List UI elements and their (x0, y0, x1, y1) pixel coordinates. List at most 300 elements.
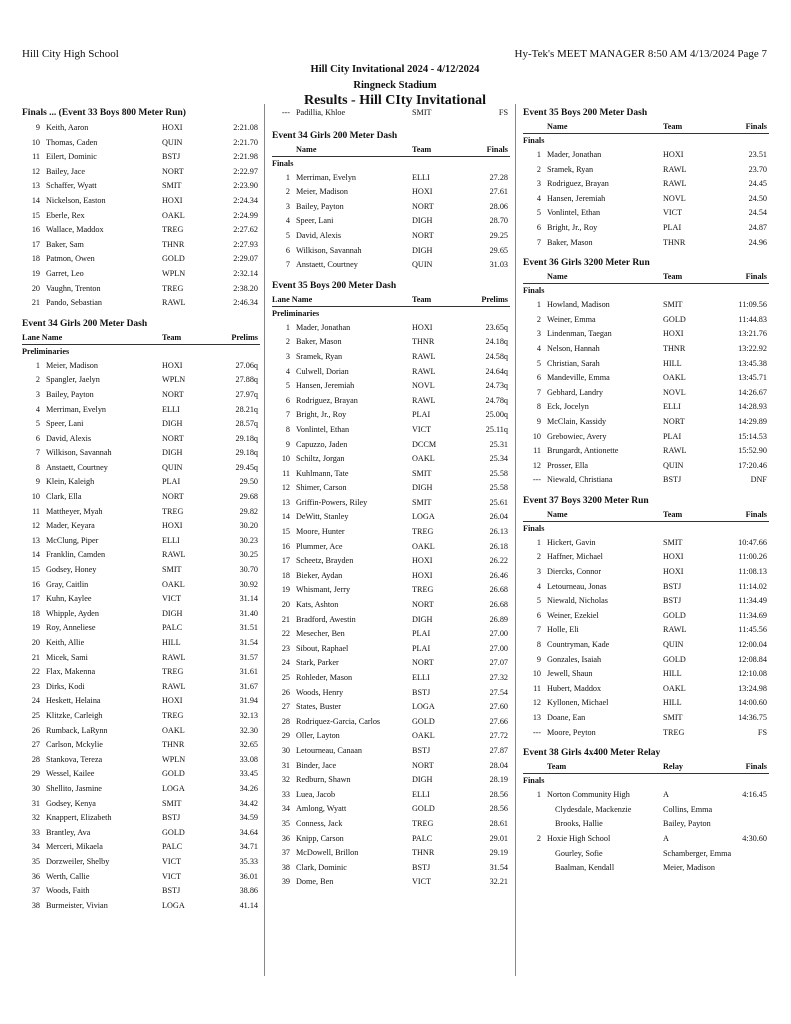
mark: 10:47.66 (738, 537, 767, 547)
athlete-name: Mader, Keyara (46, 521, 95, 531)
team-code: HOXI (162, 521, 183, 531)
finals-header: Finals (745, 272, 767, 282)
mark: 25.58 (489, 483, 508, 493)
result-row (523, 565, 769, 580)
result-row (22, 826, 260, 841)
team-code: GOLD (162, 827, 185, 837)
place: 13 (532, 713, 541, 722)
mark: 11:34.49 (738, 596, 767, 606)
mark: 2:27.93 (233, 239, 258, 249)
athlete-name: Anstaett, Courtney (296, 260, 358, 270)
place: 17 (31, 594, 40, 604)
team-code: LOGA (412, 512, 435, 522)
mark: 26.68 (489, 600, 508, 610)
mark: 13:21.76 (738, 329, 767, 339)
place: 16 (281, 541, 290, 551)
athlete-name: Vaughn, Trenton (46, 283, 101, 293)
mark: 12:08.84 (738, 654, 767, 664)
place: 19 (31, 268, 40, 278)
team-code: HOXI (162, 696, 183, 706)
place: 17 (281, 556, 290, 566)
athlete-name: Hubert, Maddox (547, 683, 602, 693)
athlete-name: Heskett, Helaina (46, 696, 101, 706)
athlete-name: Scheetz, Brayden (296, 556, 354, 566)
result-row (272, 214, 510, 229)
athlete-name: Stankova, Tereza (46, 754, 103, 764)
athlete-name: Carlson, Mckylie (46, 740, 103, 750)
name-header: Name (547, 122, 568, 131)
mark: 26.18 (489, 541, 508, 551)
result-row (523, 667, 769, 682)
place: 1 (285, 172, 290, 182)
team-code: SMIT (663, 713, 683, 722)
athlete-name: Mattheyer, Myah (46, 506, 103, 516)
team-code: TREG (162, 283, 184, 293)
place: 21 (31, 652, 40, 662)
place: 12 (532, 698, 541, 708)
place: 26 (281, 687, 290, 697)
team-code: RAWL (412, 351, 436, 361)
team-code: HOXI (663, 567, 684, 577)
team-code: QUIN (162, 137, 183, 147)
place: 2 (35, 375, 40, 385)
mark: 24.96 (748, 237, 767, 247)
place: 32 (281, 775, 290, 785)
result-row (272, 817, 510, 832)
mark: 11:09.56 (738, 300, 767, 310)
athlete-name: Klitzke, Carleigh (46, 710, 103, 720)
mark: 33.45 (239, 769, 258, 779)
event-title: Event 37 Boys 3200 Meter Run (523, 495, 649, 506)
place: 6 (536, 373, 541, 383)
mark: 24.64q (485, 366, 508, 376)
team-code: OAKL (663, 683, 686, 693)
athlete-name: Mader, Jonathan (547, 150, 602, 159)
place: 15 (31, 210, 40, 220)
mark: 13:24.98 (738, 683, 767, 693)
result-row (523, 609, 769, 624)
result-row (272, 744, 510, 759)
place: 11 (282, 468, 290, 478)
mark: FS (498, 108, 508, 117)
mark: 27.00 (489, 629, 508, 639)
athlete-name: Haffner, Michael (547, 552, 603, 562)
mark: 28.61 (489, 818, 508, 828)
athlete-name: Clark, Ella (46, 492, 82, 502)
athlete-name: Oller, Layton (296, 731, 340, 741)
athlete-name: Rodriguez, Brayan (547, 179, 609, 189)
team-code: NORT (663, 416, 685, 426)
athlete-name: Burmeister, Vivian (46, 900, 108, 910)
athlete-name: Kuhlmann, Tate (296, 468, 349, 478)
place: 8 (536, 640, 541, 650)
result-row (272, 554, 510, 569)
place: 30 (31, 783, 40, 793)
result-row (272, 496, 510, 511)
result-row (22, 150, 260, 165)
athlete-name: Meier, Madison (296, 187, 348, 197)
result-row (22, 797, 260, 812)
place: 29 (281, 731, 290, 741)
athlete-name: Speer, Lani (46, 419, 84, 429)
athlete-name: Whipple, Ayden (46, 608, 99, 618)
place: 7 (536, 625, 541, 635)
result-row (523, 177, 769, 192)
results-list (22, 121, 260, 311)
place: --- (281, 108, 290, 117)
result-row (523, 386, 769, 401)
place: 1 (536, 537, 541, 547)
relay-member: Schamberger, Emma (663, 848, 732, 858)
mark: 29.50 (239, 477, 258, 487)
mark: 26.68 (489, 585, 508, 595)
mark: 11:00.26 (738, 552, 767, 562)
athlete-name: Luea, Jacob (296, 789, 336, 799)
place: 21 (281, 614, 290, 624)
result-row (272, 106, 510, 121)
result-row (272, 408, 510, 423)
result-row (523, 163, 769, 178)
athlete-name: Bailey, Payton (46, 389, 94, 399)
athlete-name: Nickelson, Easton (46, 195, 106, 205)
mark: 32.65 (239, 740, 258, 750)
finals-header: Finals (745, 762, 767, 772)
team-header: Team (663, 122, 683, 131)
team-code: HILL (663, 669, 682, 679)
athlete-name: Hansen, Jeremiah (296, 381, 355, 391)
mark: 14:26.67 (738, 387, 767, 397)
place: 28 (31, 754, 40, 764)
mark: 28.56 (489, 789, 508, 799)
place: 26 (31, 725, 40, 735)
mark: 35.33 (239, 856, 258, 866)
column-header (22, 332, 260, 345)
athlete-name: Clark, Dominic (296, 862, 347, 872)
athlete-name: Mandeville, Emma (547, 373, 610, 383)
relay-header: Relay (663, 762, 684, 772)
result-row (523, 623, 769, 638)
result-row (22, 373, 260, 388)
team-code: PALC (162, 842, 183, 852)
mark: 29.25 (489, 230, 508, 240)
column-header (523, 121, 769, 134)
team-code: HOXI (162, 123, 183, 132)
team-code: PALC (162, 623, 183, 633)
result-row (22, 282, 260, 297)
result-row (523, 459, 769, 474)
athlete-name: Sramek, Ryan (296, 351, 343, 361)
athlete-name: Dome, Ben (296, 877, 334, 887)
result-row (22, 136, 260, 151)
column-header (523, 761, 769, 774)
place: 17 (31, 239, 40, 249)
athlete-name: Grebowiec, Avery (547, 431, 607, 441)
result-row (523, 371, 769, 386)
athlete-name: Merriman, Evelyn (46, 404, 107, 414)
place: 3 (536, 179, 541, 189)
mark: 32.30 (239, 725, 258, 735)
team-code: DIGH (162, 448, 183, 458)
result-row (22, 884, 260, 899)
result-row (22, 724, 260, 739)
mark: 32.21 (489, 877, 508, 887)
athlete-name: Countryman, Kade (547, 640, 610, 650)
place: 33 (281, 789, 290, 799)
athlete-name: Kuhn, Kaylee (46, 594, 92, 604)
mark: 2:38.20 (233, 283, 258, 293)
relay-letter: A (663, 790, 669, 800)
lane-name-header: Lane Name (272, 294, 313, 304)
mark: 29.18q (235, 433, 258, 443)
result-row (272, 229, 510, 244)
athlete-name: Shellito, Jasmine (46, 783, 102, 793)
place: 6 (536, 222, 541, 232)
team-code: TREG (162, 667, 184, 677)
athlete-name: Dorzweiler, Shelby (46, 856, 110, 866)
result-row (272, 452, 510, 467)
section-label: Finals (272, 158, 294, 168)
place: --- (532, 727, 541, 737)
mark: 27.00 (489, 643, 508, 653)
name-header: Name (296, 144, 317, 154)
team-code: GOLD (412, 716, 435, 726)
athlete-name: Meier, Madison (46, 360, 98, 370)
mark: 27.60 (489, 702, 508, 712)
team-code: RAWL (412, 366, 436, 376)
relay-results (523, 788, 769, 876)
team-code: RAWL (663, 625, 687, 635)
mark: 26.13 (489, 527, 508, 537)
relay-team-name: Norton Community High (547, 790, 630, 800)
athlete-name: Keith, Aaron (46, 123, 89, 132)
mark: 27.07 (489, 658, 508, 668)
athlete-name: Diercks, Connor (547, 567, 602, 577)
result-row (22, 621, 260, 636)
team-code: DIGH (162, 608, 183, 618)
place: 3 (536, 329, 541, 339)
team-code: HOXI (162, 360, 183, 370)
team-code: DIGH (412, 483, 433, 493)
team-code: VICT (162, 594, 182, 604)
mark: 28.56 (489, 804, 508, 814)
mark: 34.71 (239, 842, 258, 852)
athlete-name: Wallace, Maddox (46, 225, 104, 235)
mark: 2:27.62 (233, 225, 258, 235)
result-row (272, 802, 510, 817)
column-2 (272, 106, 510, 896)
athlete-name: Weiner, Ezekiel (547, 610, 599, 620)
place: 13 (31, 181, 40, 191)
place: 12 (532, 460, 541, 470)
team-code: TREG (162, 506, 184, 516)
place: 10 (532, 669, 541, 679)
place: 14 (31, 195, 40, 205)
team-code: TREG (412, 527, 434, 537)
team-code: LOGA (162, 783, 185, 793)
athlete-name: Merriman, Evelyn (296, 172, 357, 182)
athlete-name: Brantley, Ava (46, 827, 91, 837)
place: 34 (281, 804, 290, 814)
mark: 30.25 (239, 550, 258, 560)
place: 5 (536, 596, 541, 606)
section-label: Finals (523, 136, 545, 145)
team-code: NORT (412, 600, 434, 610)
athlete-name: Baker, Sam (46, 239, 84, 249)
team-code: HOXI (412, 570, 433, 580)
place: 29 (31, 769, 40, 779)
team-code: VICT (162, 871, 182, 881)
place: 37 (281, 848, 290, 858)
event-38 (523, 746, 769, 876)
result-row (22, 267, 260, 282)
lane-name-header: Lane Name (22, 332, 63, 342)
event-34-finals (272, 129, 510, 273)
result-row (22, 607, 260, 622)
athlete-name: Baker, Mason (547, 237, 593, 247)
result-row (22, 534, 260, 549)
team-code: GOLD (162, 769, 185, 779)
mark: 34.42 (239, 798, 258, 808)
result-row (22, 753, 260, 768)
result-row (523, 638, 769, 653)
mark: 4:16.45 (742, 790, 767, 800)
place: 4 (536, 581, 541, 591)
result-row (272, 875, 510, 890)
column-divider (264, 104, 265, 976)
athlete-name: McClung, Piper (46, 535, 99, 545)
place: 9 (285, 439, 290, 449)
result-row (272, 525, 510, 540)
place: 14 (281, 512, 290, 522)
place: 1 (536, 150, 541, 159)
mark: 2:21.98 (233, 152, 258, 162)
athlete-name: David, Alexis (46, 433, 92, 443)
mark: 11:45.56 (738, 625, 767, 635)
place: 5 (536, 358, 541, 368)
result-row (523, 430, 769, 445)
athlete-name: Wilkison, Savannah (46, 448, 112, 458)
mark: 2:32.14 (233, 268, 258, 278)
athlete-name: Lindenman, Taegan (547, 329, 612, 339)
venue: Ringneck Stadium (353, 80, 437, 91)
mark: 41.14 (239, 900, 258, 910)
mark: 24.58q (485, 351, 508, 361)
result-row (22, 592, 260, 607)
athlete-name: Vonlintel, Ethan (547, 208, 601, 218)
mark: FS (757, 727, 767, 737)
place: 4 (285, 366, 290, 376)
mark: 24.18q (485, 337, 508, 347)
mark: 15:52.90 (738, 446, 767, 456)
place: 19 (31, 623, 40, 633)
result-row (22, 709, 260, 724)
mark: 24.73q (485, 381, 508, 391)
place: 18 (31, 254, 40, 264)
place: 34 (31, 842, 40, 852)
result-row (22, 636, 260, 651)
column-divider (515, 104, 516, 976)
results-list (272, 106, 510, 121)
place: 22 (281, 629, 290, 639)
place: 25 (31, 710, 40, 720)
place: 7 (285, 260, 290, 270)
result-row (523, 580, 769, 595)
event-title: Event 36 Girls 3200 Meter Run (523, 258, 650, 269)
place: --- (532, 475, 541, 485)
team-code: RAWL (663, 164, 687, 174)
mark: 26.04 (489, 512, 508, 522)
mark: 29.68 (239, 492, 258, 502)
team-code: NORT (412, 658, 434, 668)
athlete-name: Gonzales, Isaiah (547, 654, 602, 664)
mark: 30.23 (239, 535, 258, 545)
team-code: BSTJ (162, 813, 181, 823)
place: 11 (32, 506, 40, 516)
team-code: DIGH (412, 775, 433, 785)
place: 5 (35, 419, 40, 429)
mark: 2:29.07 (233, 254, 258, 264)
athlete-name: Knipp, Carson (296, 833, 344, 843)
team-code: QUIN (412, 260, 433, 270)
team-code: NORT (412, 760, 434, 770)
mark: 27.61 (489, 187, 508, 197)
mark: 27.06q (235, 360, 258, 370)
team-code: THNR (663, 237, 686, 247)
place: 25 (281, 673, 290, 682)
place: 8 (35, 462, 40, 472)
team-code: SMIT (162, 798, 182, 808)
result-row (523, 711, 769, 726)
athlete-name: Bright, Jr., Roy (296, 410, 347, 420)
place: 13 (281, 497, 290, 507)
place: 20 (31, 638, 40, 647)
team-code: RAWL (162, 652, 186, 662)
mark: 29.19 (489, 848, 508, 858)
team-code: GOLD (663, 610, 686, 620)
result-row (272, 244, 510, 259)
athlete-name: Rodriquez-Garcia, Carlos (296, 716, 381, 726)
result-row (22, 665, 260, 680)
team-code: PLAI (412, 629, 431, 639)
column-header (523, 271, 769, 284)
relay-letter: A (663, 833, 669, 843)
mark: 15:14.53 (738, 431, 767, 441)
result-row (272, 656, 510, 671)
place: 24 (31, 696, 40, 706)
place: 38 (31, 900, 40, 910)
place: 15 (31, 565, 40, 575)
mark: 13:22.92 (738, 343, 767, 353)
relay-members-row (523, 861, 769, 876)
event-title: Event 34 Girls 200 Meter Dash (272, 130, 398, 141)
team-code: ELLI (162, 404, 180, 414)
team-code: VICT (162, 856, 182, 866)
result-row (272, 715, 510, 730)
column-header (523, 509, 769, 522)
team-code: QUIN (162, 462, 183, 472)
team-code: ELLI (412, 172, 430, 182)
event-36 (523, 256, 769, 488)
meet-title: Hill City Invitational 2024 - 4/12/2024 (310, 64, 480, 75)
place: 16 (31, 579, 40, 589)
result-row (22, 223, 260, 238)
team-code: RAWL (162, 550, 186, 560)
mark: 27.66 (489, 716, 508, 726)
result-row (523, 550, 769, 565)
athlete-name: States, Buster (296, 702, 342, 712)
place: 31 (281, 760, 290, 770)
athlete-name: DeWitt, Stanley (296, 512, 349, 522)
